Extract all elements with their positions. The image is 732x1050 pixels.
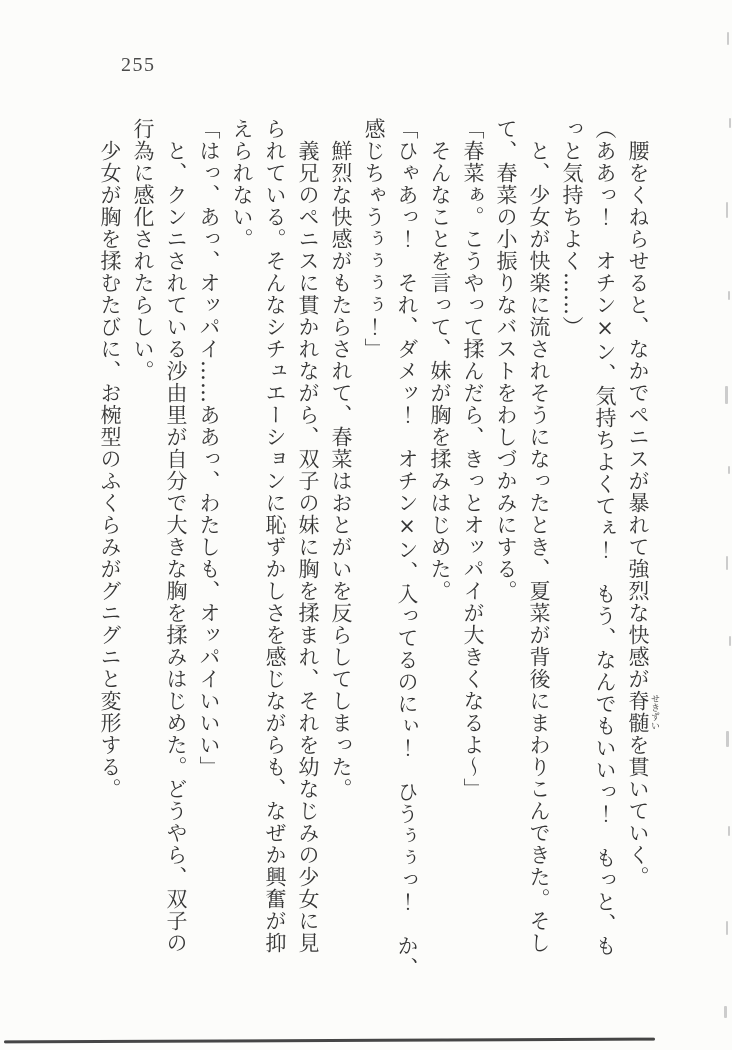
text-line: と、クンニされている沙由里が自分で大きな胸を揉みはじめた。どうやら、双子の bbox=[164, 118, 188, 954]
page-text bbox=[93, 118, 659, 979]
text-line: 「はっ、あっ、オッパイ……ああっ、わたしも、オッパイいいい」 bbox=[197, 118, 221, 778]
text-line: 鮮烈な快感がもたらされて、春菜はおとがいを反らしてしまった。 bbox=[329, 118, 353, 800]
text-line: 感じちゃうぅぅぅぅ！」 bbox=[362, 118, 386, 360]
scan-artifact-bottom-edge bbox=[4, 1038, 655, 1044]
furigana-ruby: 脊髄 せきずい bbox=[626, 690, 659, 734]
text-line: 腰をくねらせると、なかでペニスが暴れて強烈な快感が脊髄 せきずいを貫いていく。 bbox=[626, 118, 659, 888]
text-line: っと気持ちよく……） bbox=[560, 118, 584, 338]
text-line: て、春菜の小振りなバストをわしづかみにする。 bbox=[494, 118, 518, 602]
text-line: 「春菜ぁ。こうやって揉んだら、きっとオッパイが大きくなるよ〜」 bbox=[461, 118, 485, 800]
text-line: 義兄のペニスに貫かれながら、双子の妹に胸を揉まれ、それを幼なじみの少女に見 bbox=[296, 118, 320, 954]
text-line: えられない。 bbox=[230, 118, 254, 250]
text-line: られている。そんなシチュエーションに恥ずかしさを感じながらも、なぜか興奮が抑 bbox=[263, 118, 287, 954]
furigana-reading: せきずい bbox=[649, 690, 659, 734]
text-line: そんなことを言って、妹が胸を揉みはじめた。 bbox=[428, 118, 452, 602]
text-line: と、少女が快楽に流されそうになったとき、夏菜が背後にまわりこんできた。そし bbox=[527, 118, 551, 954]
text-line: 少女が胸を揉むたびに、お椀型のふくらみがグニグニと変形する。 bbox=[98, 118, 122, 800]
text-line: 行為に感化されたらしい。 bbox=[131, 118, 155, 382]
text-line: 「ひゃあっ！ それ、ダメッ！ オチン×ン、入ってるのにぃ！ ひうぅぅっ！ か、 bbox=[395, 118, 419, 979]
text-line: （ああっ！ オチン×ン、気持ちよくてぇ！ もう、なんでもいいっ！ もっと、も bbox=[593, 118, 617, 957]
page-number: 255 bbox=[121, 54, 156, 76]
